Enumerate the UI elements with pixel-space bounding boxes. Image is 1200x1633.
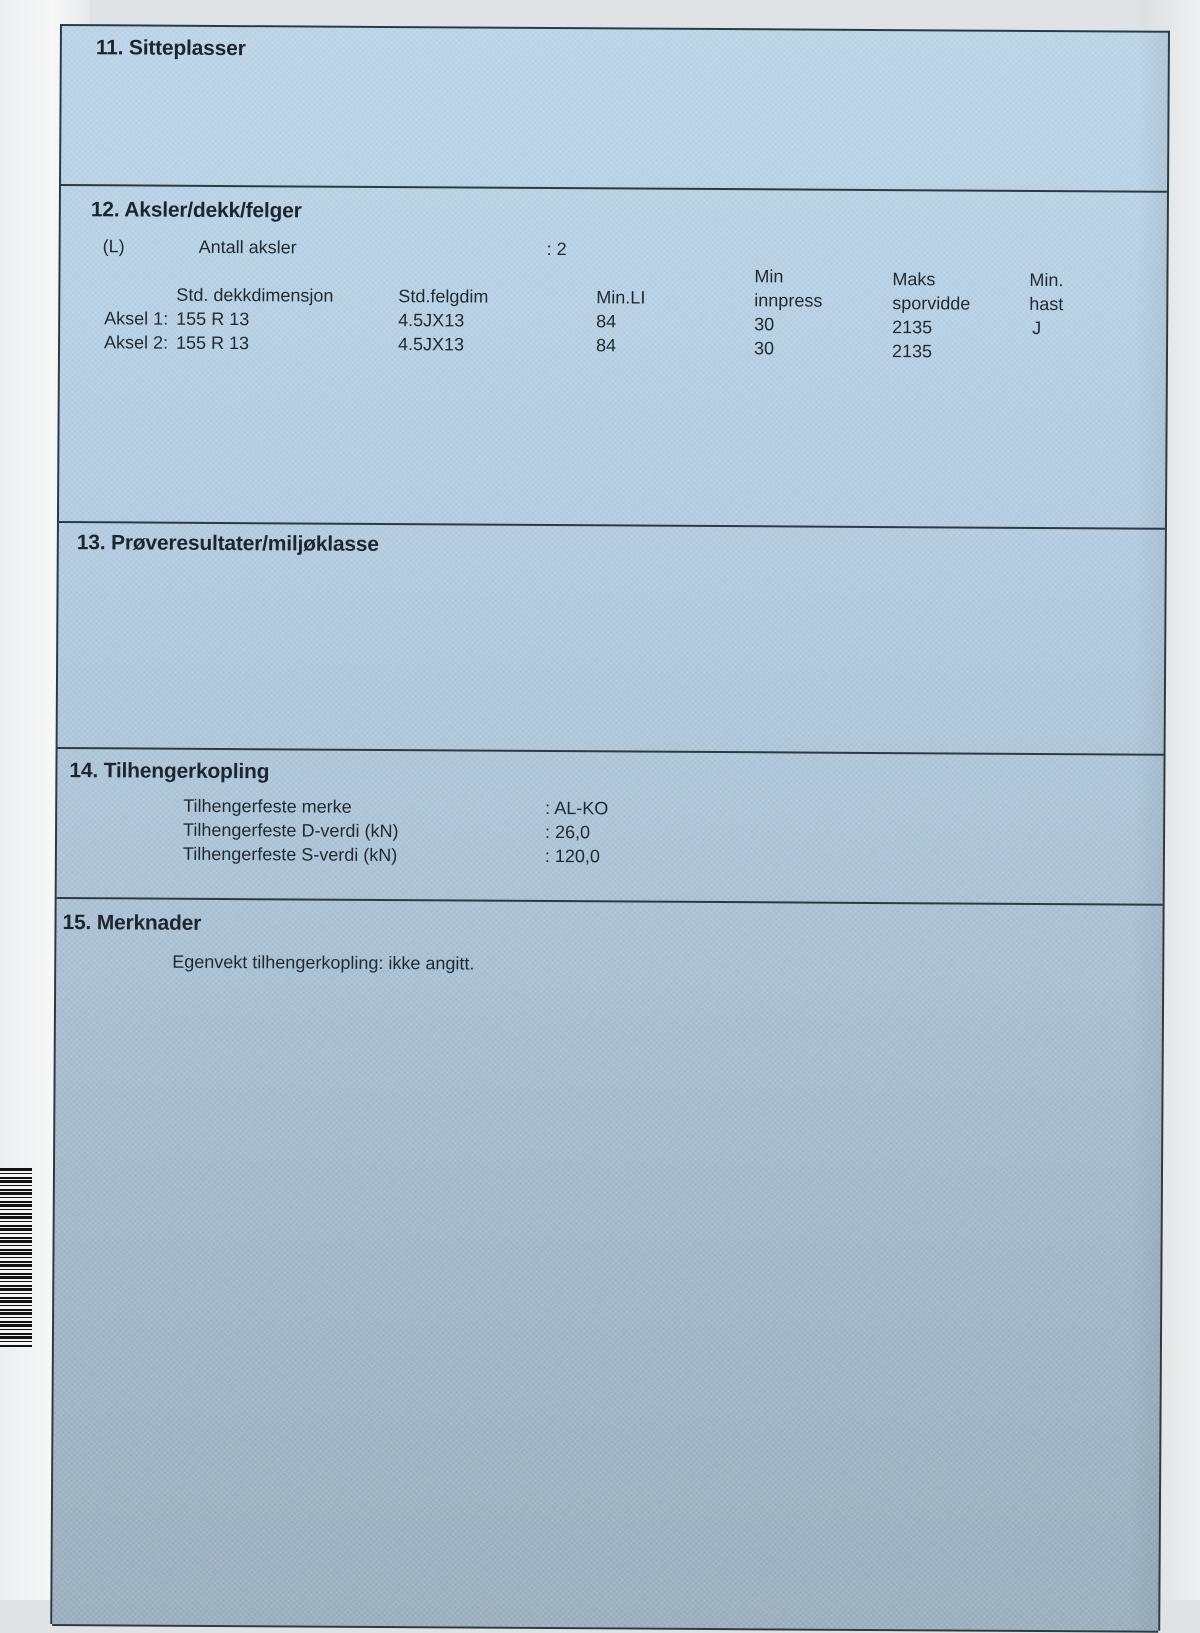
axle-1-tire: 155 R 13 xyxy=(176,308,250,330)
section-14-title: 14. Tilhengerkopling xyxy=(69,759,270,784)
section-15-title: 15. Merknader xyxy=(62,911,202,935)
axle-2-offset: 30 xyxy=(753,338,775,359)
axle-code: (L) xyxy=(102,236,125,257)
axle-count-label: Antall aksler xyxy=(198,236,297,258)
header-tire: Std. dekkdimensjon xyxy=(176,284,334,306)
section-11-title: 11. Sitteplasser xyxy=(95,36,246,61)
header-rim: Std.felgdim xyxy=(398,286,489,307)
axle-2-label: Aksel 2: xyxy=(103,332,169,353)
header-track-line2: sporvidde xyxy=(892,293,971,314)
header-offset-line1: Min xyxy=(754,266,784,287)
towbar-d-value: : 26,0 xyxy=(545,821,591,843)
axle-1-offset: 30 xyxy=(754,314,775,335)
axle-2-li: 84 xyxy=(595,335,617,356)
axle-1-speed: J xyxy=(1032,317,1042,338)
section-13-title: 13. Prøveresultater/miljøklasse xyxy=(76,531,379,556)
axle-count-value: : 2 xyxy=(546,238,567,260)
towbar-d-value-label: Tilhengerfeste D-verdi (kN) xyxy=(183,819,399,842)
towbar-brand-value: : AL-KO xyxy=(545,797,609,819)
barcode xyxy=(0,1168,32,1348)
remark-note: Egenvekt tilhengerkopling: ikke angitt. xyxy=(172,951,475,974)
towbar-brand-label: Tilhengerfeste merke xyxy=(183,795,352,817)
axle-2-tire: 155 R 13 xyxy=(175,332,250,354)
axle-1-rim: 4.5JX13 xyxy=(398,310,465,331)
header-speed-line1: Min. xyxy=(1029,269,1064,291)
axle-2-rim: 4.5JX13 xyxy=(397,334,465,355)
section-15-remarks xyxy=(52,899,1162,1633)
towbar-s-value-label: Tilhengerfeste S-verdi (kN) xyxy=(182,843,398,866)
section-12-title: 12. Aksler/dekk/felger xyxy=(90,198,302,223)
section-13-test-results xyxy=(58,523,1165,756)
axle-1-label: Aksel 1: xyxy=(104,308,169,329)
section-12-axles xyxy=(59,186,1167,530)
axle-1-li: 84 xyxy=(596,311,617,332)
header-li: Min.LI xyxy=(596,287,646,308)
registration-form xyxy=(50,24,1170,1631)
header-track-line1: Maks xyxy=(892,269,936,290)
section-11-seating xyxy=(61,26,1168,193)
header-speed-line2: hast xyxy=(1029,293,1064,315)
axle-1-track: 2135 xyxy=(892,317,933,338)
axle-2-track: 2135 xyxy=(891,341,933,362)
towbar-s-value: : 120,0 xyxy=(544,845,601,867)
header-offset-line2: innpress xyxy=(754,290,823,311)
section-14-towbar xyxy=(57,749,1164,906)
